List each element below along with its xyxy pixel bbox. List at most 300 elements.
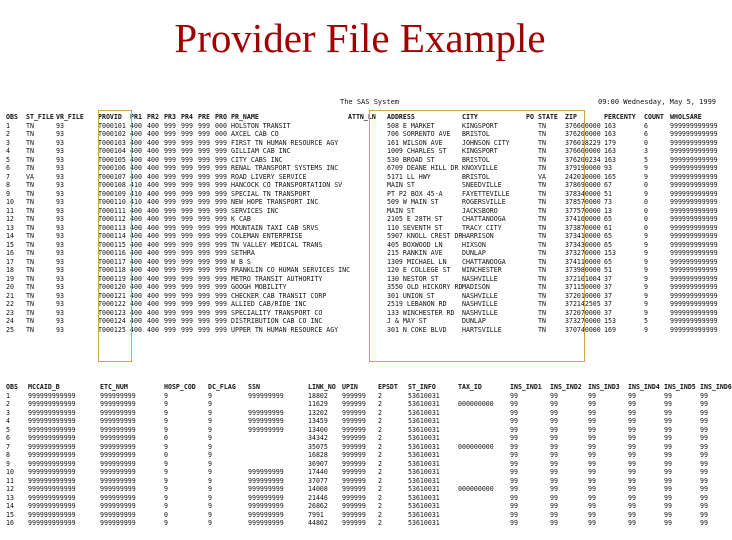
table-cell: 509 W MAIN ST [387, 198, 439, 207]
table-cell: 37077 [308, 476, 328, 485]
table-cell: 2 [378, 451, 382, 460]
table-cell: 9 [208, 451, 212, 460]
table-cell: T000122 [98, 300, 126, 309]
table-cell: 999999999999 [670, 232, 718, 241]
table-cell: 999999999 [100, 510, 136, 519]
table-cell: 24 [6, 317, 14, 326]
table-cell: 999 [181, 181, 193, 190]
table-cell: HARRISON [462, 232, 494, 241]
table-cell: 400 [147, 223, 159, 232]
table-cell: 53610031 [408, 434, 440, 443]
table-cell: TN [26, 130, 34, 139]
table-cell: TN VALLEY MEDICAL TRANS [231, 240, 323, 249]
table-cell: T000116 [98, 249, 126, 258]
table-cell: 99 [700, 451, 708, 460]
table-cell: 14008 [308, 485, 328, 494]
column-header: INS_IND5 [664, 382, 696, 391]
table-cell: 400 [130, 300, 142, 309]
table-cell: 13 [604, 206, 612, 215]
table-cell: 99 [550, 510, 558, 519]
table-cell: TN [26, 164, 34, 173]
table-cell: 215 RANKIN AVE [387, 249, 443, 258]
table-cell: 2 [378, 519, 382, 528]
table-cell: 999999999 [248, 391, 284, 400]
table-cell: 999 [198, 138, 210, 147]
table-cell: 999 [215, 257, 227, 266]
table-cell: T000120 [98, 283, 126, 292]
run-datetime: 09:00 Wednesday, May 5, 1999 [598, 98, 717, 106]
table-cell: 999999 [342, 391, 366, 400]
table-cell [458, 469, 510, 478]
table-cell: 99 [628, 476, 636, 485]
table-cell: 99 [700, 391, 708, 400]
table-cell: 999 [164, 198, 176, 207]
table-cell: 999 [198, 198, 210, 207]
table-cell: 99 [588, 493, 596, 502]
table-cell: 163 [604, 155, 616, 164]
table-cell: 37 [604, 300, 612, 309]
column-header: PR1 [130, 112, 142, 121]
table-cell: 9 [164, 417, 168, 426]
table-cell: 99 [510, 391, 518, 400]
table-cell: 9 [164, 425, 168, 434]
table-cell: TN [26, 206, 34, 215]
table-cell: 53610031 [408, 510, 440, 519]
table-cell: 400 [130, 325, 142, 334]
table-cell: 93 [56, 325, 64, 334]
table-cell: 999 [215, 164, 227, 173]
table-cell: 400 [147, 164, 159, 173]
table-row [6, 418, 720, 427]
table-cell: 9 [644, 232, 648, 241]
table-cell: 999 [181, 147, 193, 156]
table-cell: 374110000 [565, 257, 601, 266]
table-cell: T000123 [98, 308, 126, 317]
table-cell: FIRST TN HUMAN RESOURCE AGY [231, 138, 339, 147]
table-cell: 999 [181, 138, 193, 147]
table-cell: TN [538, 232, 546, 241]
table-cell: CHECKER CAB TRANSIT CORP [231, 291, 327, 300]
table-cell: 10 [6, 198, 14, 207]
table-cell: 14 [6, 502, 14, 511]
table-cell: 53610031 [408, 408, 440, 417]
column-header: PERCENTY [604, 112, 636, 121]
table-cell: 999 [198, 317, 210, 326]
table-cell: 99 [628, 468, 636, 477]
table-cell: 999999999 [100, 408, 136, 417]
table-cell: 1 [6, 121, 10, 130]
table-cell: T000119 [98, 274, 126, 283]
table-cell: 51 [604, 189, 612, 198]
table-cell: TN [26, 317, 34, 326]
table-cell: 21446 [308, 493, 328, 502]
table-cell: 9 [6, 459, 10, 468]
table-cell: 999 [181, 223, 193, 232]
table-cell: TN [26, 232, 34, 241]
table-cell: 999 [181, 257, 193, 266]
table-cell: T000111 [98, 206, 126, 215]
table-cell: 9 [208, 400, 212, 409]
table-cell: 999 [164, 223, 176, 232]
table-cell: 99 [700, 434, 708, 443]
table-cell: 999 [164, 181, 176, 190]
table-cell: 93 [56, 308, 64, 317]
table-cell: KNOXVILLE [462, 164, 498, 173]
table-cell: 400 [147, 283, 159, 292]
table-cell: 999999 [342, 425, 366, 434]
table-cell: 999 [164, 291, 176, 300]
table-cell: 65 [604, 240, 612, 249]
table-cell: 999 [215, 232, 227, 241]
table-cell: 378340000 [565, 189, 601, 198]
table-cell: 999 [198, 249, 210, 258]
table-cell: 999999 [342, 493, 366, 502]
table-row [6, 401, 720, 410]
table-cell: 53610031 [408, 468, 440, 477]
table-cell: 35075 [308, 442, 328, 451]
table-cell: 999 [198, 121, 210, 130]
table-cell: T000117 [98, 257, 126, 266]
table-cell: KINGSPORT [462, 147, 498, 156]
table-cell: 53610031 [408, 485, 440, 494]
table-cell: 67 [604, 181, 612, 190]
table-cell: 53610031 [408, 519, 440, 528]
table-cell: 400 [130, 147, 142, 156]
table-cell: 999999 [342, 434, 366, 443]
table-cell: 999999999 [248, 476, 284, 485]
table-cell: 999 [215, 206, 227, 215]
table-cell: 999999 [342, 476, 366, 485]
table-cell: 99 [588, 459, 596, 468]
table-cell: 99 [628, 451, 636, 460]
table-cell: 999 [181, 240, 193, 249]
table-cell: T000114 [98, 232, 126, 241]
table-cell: 000000000 [458, 442, 494, 451]
table-cell: 400 [147, 249, 159, 258]
slide-title: Provider File Example [174, 15, 546, 61]
table-cell: 99 [588, 391, 596, 400]
table-cell: 93 [56, 121, 64, 130]
table-cell [248, 435, 308, 444]
table-cell: 165 [604, 172, 616, 181]
table-cell: 373410000 [565, 232, 601, 241]
table-cell: 999 [198, 300, 210, 309]
table-cell: 400 [147, 232, 159, 241]
table-cell: 25 [6, 325, 14, 334]
table-cell: 999999999 [100, 485, 136, 494]
table-cell: 99 [550, 476, 558, 485]
table-cell: 99 [510, 400, 518, 409]
table-cell: 93 [56, 198, 64, 207]
table-cell: 999 [215, 308, 227, 317]
table-cell: 99 [510, 459, 518, 468]
table-cell: 130 NESTOR ST [387, 274, 439, 283]
table-cell: 999 [164, 308, 176, 317]
table-cell: 53610031 [408, 451, 440, 460]
table-cell: 999 [181, 308, 193, 317]
table-cell: 11 [6, 206, 14, 215]
table-cell: 99 [664, 468, 672, 477]
table-cell: 999 [181, 215, 193, 224]
system-name: The SAS System [340, 98, 400, 106]
table-cell: 93 [56, 155, 64, 164]
table-cell: 372101004 [565, 274, 601, 283]
table-cell: 999999999999 [670, 325, 718, 334]
table-cell: 0 [644, 223, 648, 232]
table-cell: 2519 LEBANON RD [387, 300, 447, 309]
table-cell: 400 [130, 308, 142, 317]
table-cell: 999 [164, 300, 176, 309]
table-cell: 99 [588, 442, 596, 451]
table-cell: 99 [550, 459, 558, 468]
table-cell: 13202 [308, 408, 328, 417]
table-cell: 373870000 [565, 223, 601, 232]
table-cell: 99 [510, 408, 518, 417]
table-cell: 9 [164, 493, 168, 502]
table-cell: TN [538, 240, 546, 249]
table-cell: 999999999999 [670, 198, 718, 207]
table-cell: 6709 DEANE HILL DR [387, 164, 459, 173]
table-cell: 999999999 [248, 408, 284, 417]
table-cell: 99 [550, 468, 558, 477]
table-cell: VA [26, 172, 34, 181]
table-cell: 9 [6, 189, 10, 198]
table-cell: 999999999999 [670, 274, 718, 283]
table-cell: 999 [164, 206, 176, 215]
table-cell: 99 [700, 485, 708, 494]
table-cell: 0 [644, 198, 648, 207]
table-cell: 9 [164, 442, 168, 451]
table-cell: AXCEL CAB CO [231, 130, 279, 139]
table-cell: 999999999999 [28, 493, 76, 502]
table-cell: 400 [147, 291, 159, 300]
table-cell: 999 [164, 138, 176, 147]
table-cell: 5 [644, 317, 648, 326]
column-header: STATE [538, 112, 558, 121]
table-cell: 9 [208, 493, 212, 502]
table-cell: T000121 [98, 291, 126, 300]
table-cell: 999 [198, 155, 210, 164]
table-cell: 99 [550, 425, 558, 434]
table-cell: 999 [164, 232, 176, 241]
table-cell: 999999999999 [28, 391, 76, 400]
table-cell: NASHVILLE [462, 291, 498, 300]
table-cell: BRISTOL [462, 155, 490, 164]
table-cell: 999999999 [100, 468, 136, 477]
table-cell: TN [538, 206, 546, 215]
table-cell: 2 [6, 130, 10, 139]
column-header: WHOLSARE [670, 112, 702, 121]
table-cell: SPECIALITY TRANSPORT CO [231, 308, 323, 317]
table-cell: TN [538, 274, 546, 283]
table-cell: 99 [628, 510, 636, 519]
table-cell: TN [26, 155, 34, 164]
table-cell: 999999999999 [670, 155, 718, 164]
table-cell: 6 [6, 434, 10, 443]
table-cell: 99 [664, 400, 672, 409]
table-cell: BRISTOL [462, 172, 490, 181]
table-cell: 99 [510, 434, 518, 443]
table-cell: 999 [164, 240, 176, 249]
table-cell: HARTSVILLE [462, 325, 502, 334]
table-cell: 16 [6, 519, 14, 528]
table-cell: 9 [208, 434, 212, 443]
table-cell: T000124 [98, 317, 126, 326]
table-cell: 99 [664, 485, 672, 494]
column-header: ATTN_LN [348, 112, 376, 121]
table-cell: 3 [644, 147, 648, 156]
table-cell: TN [26, 189, 34, 198]
table-cell [458, 409, 510, 418]
table-cell: T000102 [98, 130, 126, 139]
table-cell: 21 [6, 291, 14, 300]
table-cell: 400 [147, 274, 159, 283]
table-cell: 99 [628, 459, 636, 468]
table-cell: 999999999 [100, 442, 136, 451]
table-cell: 999999999 [248, 468, 284, 477]
table-cell: TN [26, 138, 34, 147]
table-cell: 153 [604, 249, 616, 258]
table-cell: 999 [181, 121, 193, 130]
table-cell: 400 [147, 317, 159, 326]
table-cell: NASHVILLE [462, 300, 498, 309]
table-cell: 9 [644, 291, 648, 300]
table-cell [458, 494, 510, 503]
table-cell: 999 [164, 266, 176, 275]
table-cell: 17440 [308, 468, 328, 477]
table-cell [458, 520, 510, 529]
table-cell: 99 [664, 451, 672, 460]
table-cell: 999 [164, 155, 176, 164]
table-cell: 999999999999 [670, 223, 718, 232]
table-cell: 93 [56, 274, 64, 283]
table-cell: 400 [147, 138, 159, 147]
table-cell: 99 [588, 408, 596, 417]
table-row [6, 409, 720, 418]
table-cell: 372010000 [565, 291, 601, 300]
table-cell: 93 [56, 164, 64, 173]
table-cell: 999999 [342, 485, 366, 494]
table-cell: 99 [700, 459, 708, 468]
table-cell: 93 [56, 291, 64, 300]
column-header: ST_FILE [26, 112, 54, 121]
table-cell: TN [538, 223, 546, 232]
table-cell: ALLIED CAB/RIDE INC [231, 300, 307, 309]
table-cell: 400 [147, 240, 159, 249]
table-cell: 999999999 [100, 434, 136, 443]
column-header: ST_INFO [408, 382, 436, 391]
column-header: PO [526, 112, 534, 121]
table-cell: 999 [215, 198, 227, 207]
table-cell: TN [538, 266, 546, 275]
table-cell: 999999999 [100, 391, 136, 400]
table-cell: 99 [588, 425, 596, 434]
table-cell [458, 503, 510, 512]
table-cell: 999 [181, 189, 193, 198]
table-cell: 999999999999 [670, 181, 718, 190]
table-cell: 378570000 [565, 198, 601, 207]
table-cell: 9 [164, 502, 168, 511]
table-cell: 37 [604, 308, 612, 317]
table-cell [248, 460, 308, 469]
table-cell: 65 [604, 215, 612, 224]
column-header: PR3 [164, 112, 176, 121]
table-cell: 99 [588, 485, 596, 494]
table-cell: 99 [550, 451, 558, 460]
table-cell: 000 [215, 121, 227, 130]
table-cell: 999 [215, 189, 227, 198]
table-cell: 53610031 [408, 459, 440, 468]
table-cell: NASHVILLE [462, 274, 498, 283]
table-cell: 999 [215, 300, 227, 309]
table-cell: 999999999999 [28, 442, 76, 451]
table-cell: TN [538, 308, 546, 317]
table-cell: 99 [628, 408, 636, 417]
table-cell: 99 [550, 434, 558, 443]
table-cell: 9 [644, 274, 648, 283]
table-cell: 9 [644, 266, 648, 275]
table-cell: 2 [378, 442, 382, 451]
table-cell: 73 [604, 198, 612, 207]
table-cell: 37 [604, 291, 612, 300]
table-cell: 99 [588, 510, 596, 519]
table-cell: 99 [588, 502, 596, 511]
table-cell [248, 401, 308, 410]
table-cell: T000125 [98, 325, 126, 334]
table-cell: 5171 LL HWY [387, 172, 431, 181]
table-cell: 999 [198, 206, 210, 215]
table-cell: 99 [664, 425, 672, 434]
table-cell: 9 [164, 519, 168, 528]
table-cell: 400 [130, 232, 142, 241]
table-cell: 999999999999 [28, 451, 76, 460]
table-cell: 999 [215, 266, 227, 275]
table-cell: 530 BROAD ST [387, 155, 435, 164]
table-cell: 13400 [308, 425, 328, 434]
table-cell: 53610031 [408, 425, 440, 434]
table-cell: 4 [6, 147, 10, 156]
table-cell: 44802 [308, 519, 328, 528]
table-cell: TN [538, 189, 546, 198]
table-cell: 99 [510, 476, 518, 485]
table-cell: 999999 [342, 519, 366, 528]
table-cell: 93 [56, 215, 64, 224]
table-cell: 999 [198, 257, 210, 266]
table-cell: 9 [644, 249, 648, 258]
table-cell: FRANKLIN CO HUMAN SERVICES INC [231, 266, 351, 275]
table-cell: 36907 [308, 459, 328, 468]
table-cell: 2 [378, 408, 382, 417]
table-cell: 0 [164, 434, 168, 443]
table-cell: 12 [6, 215, 14, 224]
table-cell: 9 [164, 485, 168, 494]
table-cell: TN [538, 325, 546, 334]
table-cell: FAYETTEVILLE [462, 189, 510, 198]
table-cell: 3550 OLD HICKORY RD [387, 283, 463, 292]
table-cell: 999 [181, 172, 193, 181]
table-cell: JACKSBORO [462, 206, 498, 215]
table-cell: K CAB [231, 215, 251, 224]
table-cell: 99 [510, 442, 518, 451]
table-cell: 0 [644, 206, 648, 215]
table-cell: 372070000 [565, 308, 601, 317]
table-cell: 61 [604, 223, 612, 232]
table-cell: 0 [164, 510, 168, 519]
table-cell: 999 [215, 138, 227, 147]
table-cell: 999999999999 [670, 249, 718, 258]
table-cell: 373980000 [565, 266, 601, 275]
table-cell: 999999999999 [670, 189, 718, 198]
